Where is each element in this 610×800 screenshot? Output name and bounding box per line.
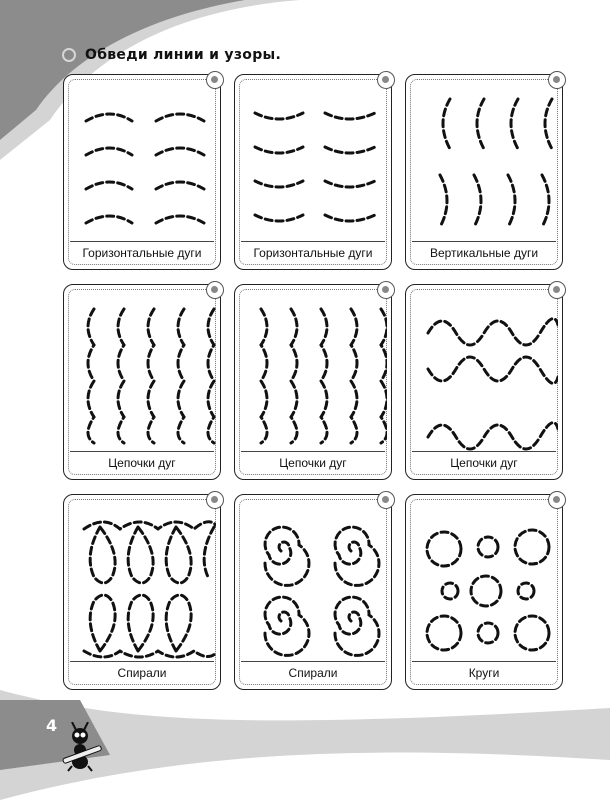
page-number: 4 bbox=[46, 716, 58, 735]
label-bar bbox=[412, 241, 556, 263]
dashed-arcs-pattern bbox=[241, 83, 387, 243]
label-bar bbox=[241, 661, 385, 683]
label-bar bbox=[70, 241, 214, 263]
card-loops bbox=[63, 494, 221, 690]
label-bar bbox=[241, 451, 385, 473]
dashed-spirals-pattern bbox=[241, 503, 387, 663]
card-waves bbox=[405, 284, 563, 480]
card-label: Цепочки дуг bbox=[108, 455, 176, 470]
ant-mascot-icon bbox=[60, 722, 104, 772]
card-arc-chains-1 bbox=[63, 284, 221, 480]
dashed-arc-chains-pattern bbox=[70, 293, 216, 453]
card-arc-chains-2 bbox=[234, 284, 392, 480]
card-label: Спирали bbox=[117, 665, 167, 680]
dashed-loops-pattern bbox=[70, 503, 216, 663]
label-bar bbox=[70, 661, 214, 683]
card-circles bbox=[405, 494, 563, 690]
label-bar bbox=[412, 451, 556, 473]
card-label: Цепочки дуг bbox=[279, 455, 347, 470]
card-spirals bbox=[234, 494, 392, 690]
dashed-waves-pattern bbox=[412, 293, 558, 453]
dashed-vertical-arcs-pattern bbox=[412, 83, 558, 243]
dashed-circles-pattern bbox=[412, 503, 558, 663]
card-horizontal-arcs-2 bbox=[234, 74, 392, 270]
instruction bbox=[62, 47, 281, 63]
instruction-text: Обведи линии и узоры. bbox=[85, 47, 282, 63]
label-bar bbox=[70, 451, 214, 473]
dashed-arcs-pattern bbox=[70, 83, 216, 243]
card-label: Вертикальные дуги bbox=[429, 245, 539, 260]
label-bar bbox=[412, 661, 556, 683]
card-label: Горизонтальные дуги bbox=[82, 245, 202, 260]
dashed-arc-chains-pattern bbox=[241, 293, 387, 453]
card-label: Круги bbox=[468, 665, 500, 680]
bullet-icon bbox=[62, 48, 76, 62]
label-bar bbox=[241, 241, 385, 263]
card-horizontal-arcs-1 bbox=[63, 74, 221, 270]
card-label: Спирали bbox=[288, 665, 338, 680]
card-vertical-arcs bbox=[405, 74, 563, 270]
card-label: Горизонтальные дуги bbox=[253, 245, 373, 260]
card-label: Цепочки дуг bbox=[450, 455, 518, 470]
